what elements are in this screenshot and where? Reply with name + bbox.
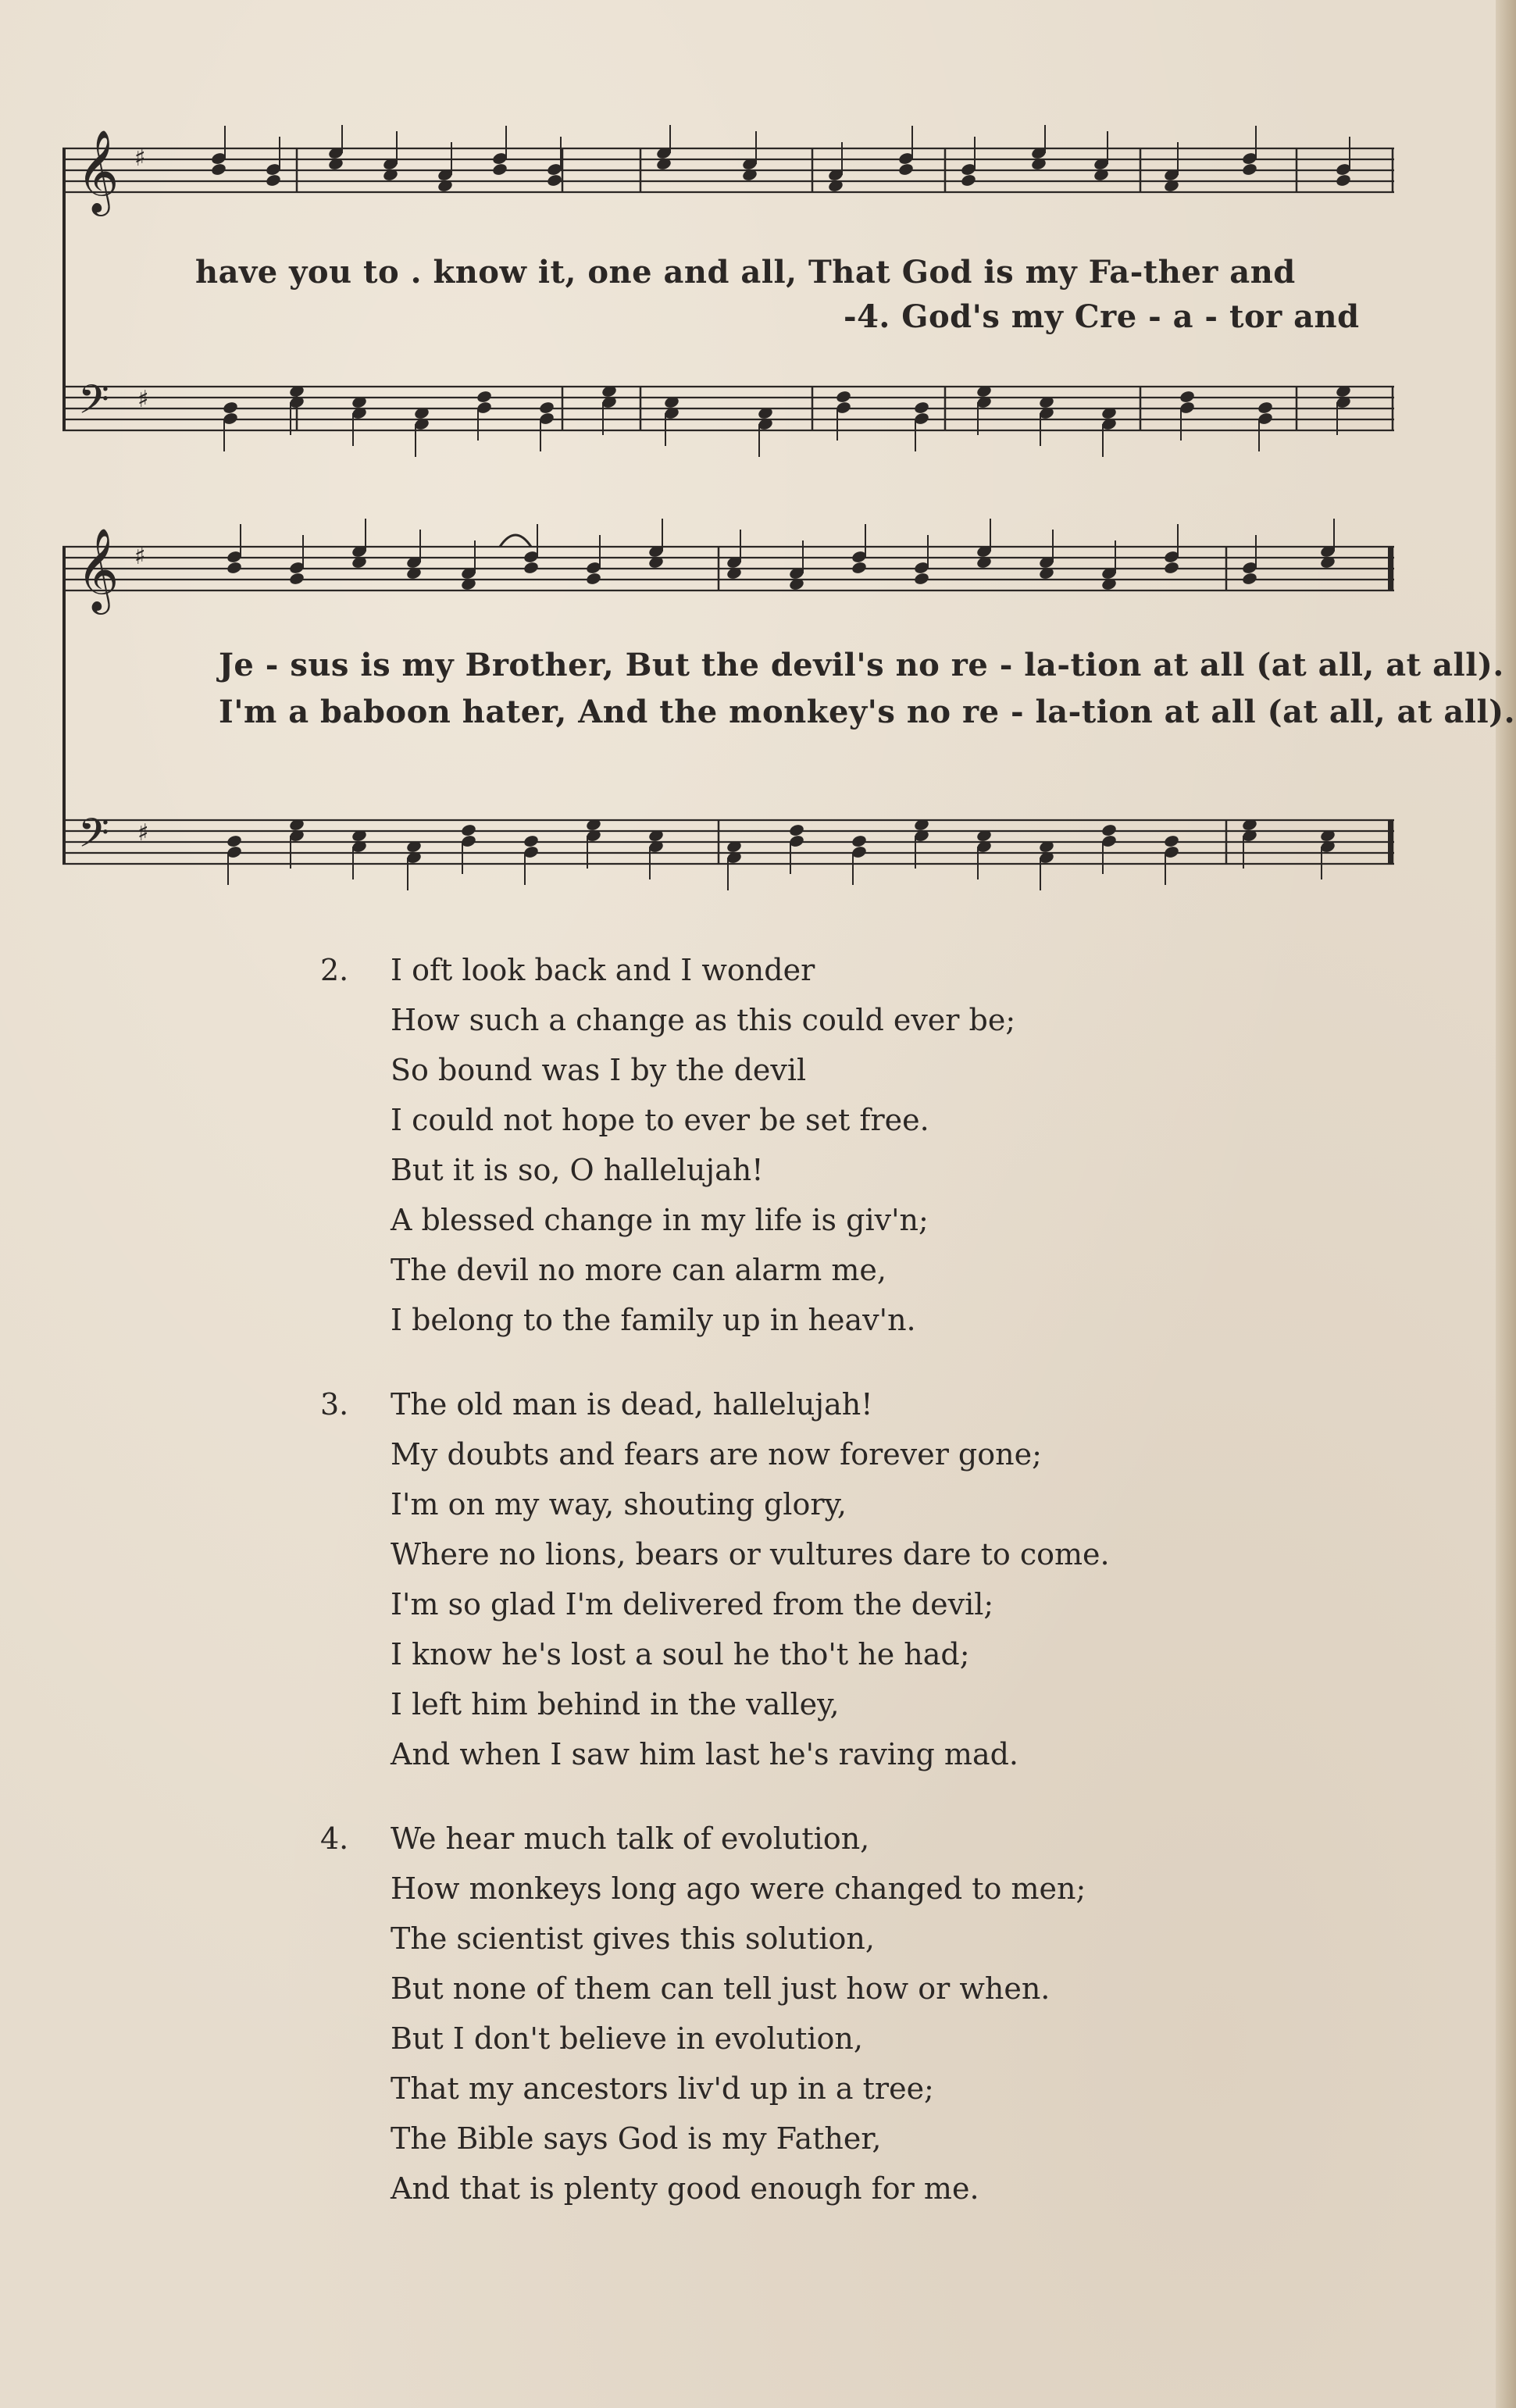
verse-text: And that is plenty good enough for me. xyxy=(391,2171,979,2206)
note-head xyxy=(210,162,227,177)
bass-clef: 𝄢 xyxy=(78,809,109,866)
verse-line xyxy=(320,1145,1257,1195)
verse-line xyxy=(320,2064,1257,2114)
verse-number xyxy=(320,2164,391,2214)
verse-line xyxy=(320,945,1257,995)
note-head xyxy=(851,834,867,848)
verses xyxy=(320,945,1257,2248)
verse-line xyxy=(320,1095,1257,1145)
verse-number xyxy=(320,1964,391,2014)
verse-number xyxy=(320,1864,391,1914)
verse-number xyxy=(320,1529,391,1579)
verse-line xyxy=(320,1729,1257,1779)
verse-number xyxy=(320,2114,391,2164)
music-system-2 xyxy=(62,515,1516,906)
note-head xyxy=(1257,401,1273,415)
verse-number xyxy=(320,1729,391,1779)
verse-text: But I don't believe in evolution, xyxy=(391,2021,863,2056)
note-head xyxy=(1163,561,1179,575)
verse-line xyxy=(320,2164,1257,2214)
verse-line xyxy=(320,1245,1257,1295)
verse-line xyxy=(320,2114,1257,2164)
note-head xyxy=(1100,823,1117,837)
verse-line xyxy=(320,1295,1257,1345)
sharp-sign: ♯ xyxy=(137,386,149,413)
verse-number xyxy=(320,1629,391,1679)
note-head xyxy=(546,173,562,187)
verse-number xyxy=(320,1429,391,1479)
verse-text: How such a change as this could ever be; xyxy=(391,1003,1016,1037)
verse-text: And when I saw him last he's raving mad. xyxy=(391,1737,1019,1771)
note-head xyxy=(788,823,804,837)
note-head xyxy=(585,572,601,586)
verse-text: I know he's lost a soul he tho't he had; xyxy=(391,1637,970,1671)
verse-number: 2. xyxy=(320,953,349,987)
verse-text: The scientist gives this solution, xyxy=(391,1921,875,1956)
note-head xyxy=(226,561,242,575)
music-system-1 xyxy=(62,125,1406,461)
treble-clef: 𝄞 xyxy=(77,129,119,212)
verse-line xyxy=(320,1914,1257,1964)
verse-line xyxy=(320,995,1257,1045)
lyrics-line-1: have you to . know it, one and all, That God is my Fa-ther and xyxy=(195,254,1296,291)
verse-text: The Bible says God is my Father, xyxy=(391,2121,882,2156)
verse-line xyxy=(320,1814,1257,1864)
sharp-sign: ♯ xyxy=(134,543,146,570)
treble-clef: 𝄞 xyxy=(77,527,119,611)
page-edge-shadow xyxy=(1496,0,1516,2408)
verse-number xyxy=(320,2014,391,2064)
verse-number: 4. xyxy=(320,1821,349,1856)
verse-text: I'm on my way, shouting glory, xyxy=(391,1487,847,1521)
verse-text: I'm so glad I'm delivered from the devil; xyxy=(391,1587,994,1621)
note-head xyxy=(288,572,305,586)
verse-text: A blessed change in my life is giv'n; xyxy=(391,1203,929,1237)
note-head xyxy=(835,390,851,404)
verse-text: Where no lions, bears or vultures dare to come. xyxy=(391,1537,1110,1571)
verse-text: I left him behind in the valley, xyxy=(391,1687,840,1721)
verse-text: But none of them can tell just how or when. xyxy=(391,1971,1050,2006)
lyrics-line-2: -4. God's my Cre - a - tor and xyxy=(844,298,1360,335)
verse-text: That my ancestors liv'd up in a tree; xyxy=(391,2071,934,2106)
lyrics-line-1: Je - sus is my Brother, But the devil's no re - la-tion at all (at all, at all). xyxy=(219,647,1504,683)
verse-number xyxy=(320,995,391,1045)
verse-text: The devil no more can alarm me, xyxy=(391,1253,886,1287)
note-head xyxy=(226,834,242,848)
verse-text: I could not hope to ever be set free. xyxy=(391,1103,929,1137)
verse-text: So bound was I by the devil xyxy=(391,1053,807,1087)
note-head xyxy=(491,162,508,177)
verse-text: I oft look back and I wonder xyxy=(391,953,815,987)
note-head xyxy=(913,572,929,586)
verse-line xyxy=(320,1864,1257,1914)
verse-line xyxy=(320,1195,1257,1245)
verse-line xyxy=(320,1429,1257,1479)
verse-line xyxy=(320,1679,1257,1729)
sharp-sign: ♯ xyxy=(134,144,146,172)
verse-text: But it is so, O hallelujah! xyxy=(391,1153,764,1187)
staff-notation-1 xyxy=(62,125,1406,461)
verse-line xyxy=(320,1379,1257,1429)
verse-number xyxy=(320,1295,391,1345)
verse-number xyxy=(320,1679,391,1729)
sharp-sign: ♯ xyxy=(137,819,149,847)
verse-number xyxy=(320,1914,391,1964)
verse-3 xyxy=(320,1379,1257,1779)
note-head xyxy=(1241,162,1257,177)
note-head xyxy=(1335,173,1351,187)
verse-number xyxy=(320,1145,391,1195)
verse-text: How monkeys long ago were changed to men; xyxy=(391,1871,1086,1906)
verse-number xyxy=(320,2064,391,2114)
verse-number xyxy=(320,1095,391,1145)
bass-clef: 𝄢 xyxy=(78,376,109,433)
verse-number xyxy=(320,1479,391,1529)
fermata xyxy=(500,535,531,547)
note-head xyxy=(913,401,929,415)
note-head xyxy=(1163,834,1179,848)
verse-text: I belong to the family up in heav'n. xyxy=(391,1303,916,1337)
verse-line xyxy=(320,1579,1257,1629)
verse-line xyxy=(320,1479,1257,1529)
note-head xyxy=(460,823,476,837)
verse-line xyxy=(320,1964,1257,2014)
verse-number xyxy=(320,1579,391,1629)
note-head xyxy=(897,162,914,177)
verse-line xyxy=(320,1045,1257,1095)
note-head xyxy=(960,173,976,187)
note-head xyxy=(1241,572,1257,586)
verse-line xyxy=(320,1529,1257,1579)
verse-4 xyxy=(320,1814,1257,2214)
verse-line xyxy=(320,1629,1257,1679)
note-head xyxy=(222,401,238,415)
verse-number xyxy=(320,1245,391,1295)
verse-text: My doubts and fears are now forever gone; xyxy=(391,1437,1042,1472)
note-head xyxy=(476,390,492,404)
verse-line xyxy=(320,2014,1257,2064)
verse-number xyxy=(320,1195,391,1245)
note-head xyxy=(851,561,867,575)
note-head xyxy=(538,401,555,415)
note-head xyxy=(523,834,539,848)
verse-text: The old man is dead, hallelujah! xyxy=(391,1387,873,1422)
note-head xyxy=(523,561,539,575)
verse-number: 3. xyxy=(320,1387,349,1422)
note-head xyxy=(1179,390,1195,404)
verse-text: We hear much talk of evolution, xyxy=(391,1821,870,1856)
note-head xyxy=(265,173,281,187)
verse-2 xyxy=(320,945,1257,1345)
lyrics-line-2: I'm a baboon hater, And the monkey's no re - la-tion at all (at all, at all). xyxy=(219,694,1516,730)
verse-number xyxy=(320,1045,391,1095)
